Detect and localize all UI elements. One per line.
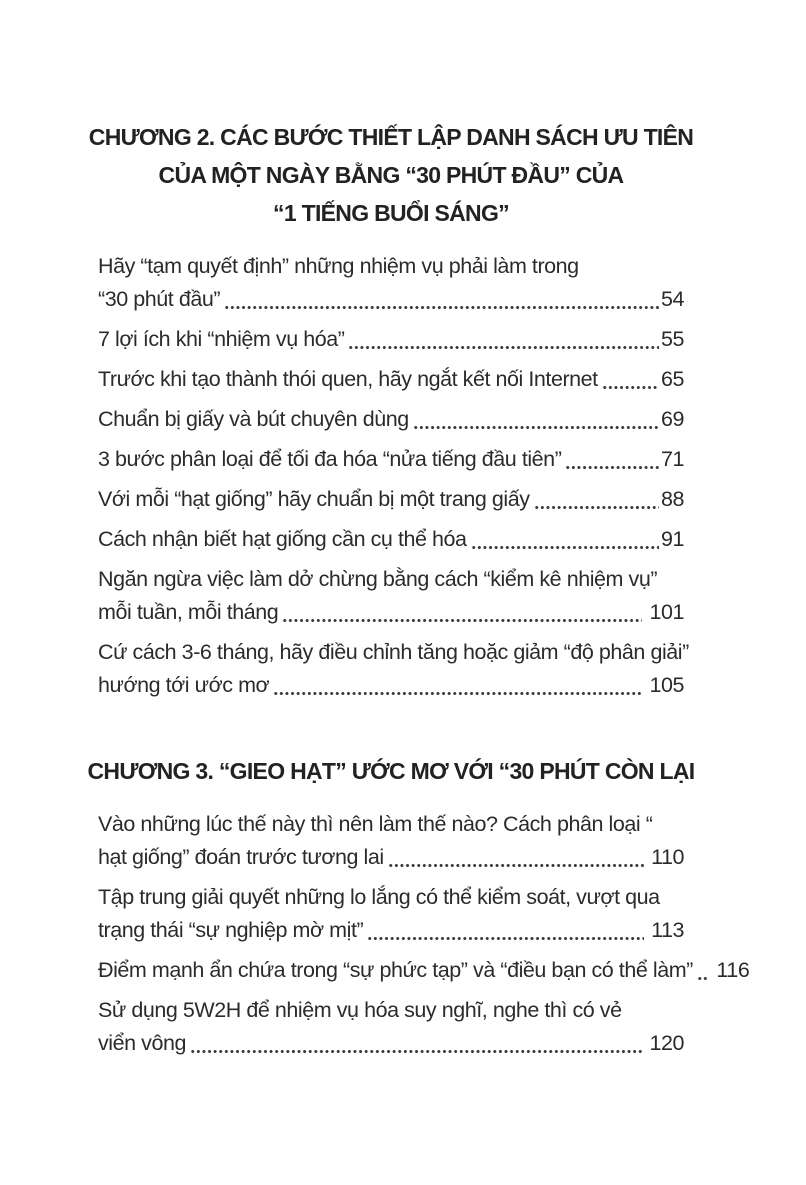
- toc-entry: [98, 323, 684, 356]
- toc-entry-row: [98, 841, 684, 874]
- toc-entry-text: mỗi tuần, mỗi tháng: [98, 600, 279, 624]
- toc-entry: [98, 483, 684, 516]
- toc-entry-row: [98, 914, 684, 947]
- chapter-heading-line: “1 TIẾNG BUỔI SÁNG”: [273, 200, 509, 226]
- toc-entry-row: [98, 323, 684, 356]
- toc-entry-text: hạt giống” đoán trước tương lai: [98, 845, 384, 869]
- dot-leader: [534, 504, 659, 511]
- page-number: 116: [710, 958, 750, 982]
- toc-entry: [98, 250, 684, 316]
- dot-leader: [224, 304, 659, 311]
- toc-entry-text: Điểm mạnh ẩn chứa trong “sự phức tạp” và “điều bạn có thể làm”: [98, 958, 693, 982]
- toc-entry-text: hướng tới ước mơ: [98, 673, 270, 697]
- page-number: 91: [660, 527, 684, 551]
- dot-leader: [282, 617, 642, 624]
- dot-leader: [190, 1048, 642, 1055]
- chapter-heading-line: CỦA MỘT NGÀY BẰNG “30 PHÚT ĐẦU” CỦA: [158, 162, 624, 188]
- page-number: 120: [643, 1031, 684, 1055]
- toc-entry-row: [98, 283, 684, 316]
- toc-entry-text: Cách nhận biết hạt giống cần cụ thể hóa: [98, 527, 467, 551]
- toc-entry: [98, 523, 684, 556]
- toc-entry: [98, 954, 750, 987]
- dot-leader: [413, 424, 659, 431]
- toc-entry-text: Trước khi tạo thành thói quen, hãy ngắt kết nối Internet: [98, 367, 598, 391]
- chapter-section: [88, 118, 694, 702]
- toc-entry-row: [98, 954, 750, 987]
- page-number: 69: [660, 407, 684, 431]
- page-number: 110: [645, 845, 684, 869]
- toc-list: [98, 808, 750, 1060]
- toc-entry-text: “30 phút đầu”: [98, 287, 221, 311]
- page-number: 65: [660, 367, 684, 391]
- dot-leader: [348, 344, 659, 351]
- dot-leader: [602, 384, 659, 391]
- toc-entry: [98, 363, 684, 396]
- toc-entry-text: Hãy “tạm quyết định” những nhiệm vụ phải làm trong: [98, 254, 579, 278]
- toc-entry-text: Sử dụng 5W2H để nhiệm vụ hóa suy nghĩ, nghe thì có vẻ: [98, 998, 622, 1022]
- toc-entry: [98, 636, 689, 702]
- toc-entry-text: Vào những lúc thế này thì nên làm thế nào? Cách phân loại “: [98, 812, 653, 836]
- toc-entry-row: [98, 363, 684, 396]
- chapter-heading: [64, 752, 718, 790]
- toc-entry: [98, 403, 684, 436]
- chapter-heading-line: CHƯƠNG 3. “GIEO HẠT” ƯỚC MƠ VỚI “30 PHÚT CÒN LẠI: [87, 758, 695, 784]
- dot-leader: [273, 690, 642, 697]
- toc-entry-row: [98, 523, 684, 556]
- page-number: 71: [660, 447, 684, 471]
- toc-entry-text: Chuẩn bị giấy và bút chuyên dùng: [98, 407, 409, 431]
- toc-list: [98, 250, 689, 702]
- toc-entry-row: [98, 403, 684, 436]
- toc-entry-text: Với mỗi “hạt giống” hãy chuẩn bị một trang giấy: [98, 487, 530, 511]
- dot-leader: [471, 544, 659, 551]
- page-number: 101: [643, 600, 684, 624]
- toc-entry-row: [98, 483, 684, 516]
- toc-entry-text: Cứ cách 3-6 tháng, hãy điều chỉnh tăng hoặc giảm “độ phân giải”: [98, 640, 689, 664]
- toc-entry-text: viển vông: [98, 1031, 186, 1055]
- dot-leader: [367, 935, 643, 942]
- chapter-heading-line: CHƯƠNG 2. CÁC BƯỚC THIẾT LẬP DANH SÁCH ƯU TIÊN: [88, 124, 694, 150]
- page-number: 54: [660, 287, 684, 311]
- dot-leader: [697, 975, 709, 982]
- toc-entry-row: [98, 596, 684, 629]
- chapter-section: [87, 752, 750, 1060]
- toc-entry-row: [98, 669, 684, 702]
- toc-entry-row: [98, 1027, 684, 1060]
- dot-leader: [565, 464, 659, 471]
- dot-leader: [388, 862, 644, 869]
- toc-entry-text: Ngăn ngừa việc làm dở chừng bằng cách “kiểm kê nhiệm vụ”: [98, 567, 658, 591]
- toc-entry-text: 3 bước phân loại để tối đa hóa “nửa tiếng đầu tiên”: [98, 447, 562, 471]
- page-number: 105: [643, 673, 684, 697]
- toc-entry-text: Tập trung giải quyết những lo lắng có thể kiểm soát, vượt qua: [98, 885, 660, 909]
- toc-entry: [98, 808, 684, 874]
- toc-entry: [98, 881, 684, 947]
- chapter-heading: [64, 118, 718, 232]
- toc-entry: [98, 994, 684, 1060]
- page-number: 88: [660, 487, 684, 511]
- toc-entry: [98, 563, 684, 629]
- toc-entry-text: 7 lợi ích khi “nhiệm vụ hóa”: [98, 327, 345, 351]
- page-number: 55: [660, 327, 684, 351]
- toc-entry: [98, 443, 684, 476]
- toc-entry-row: [98, 443, 684, 476]
- toc-entry-text: trạng thái “sự nghiệp mờ mịt”: [98, 918, 364, 942]
- page-number: 113: [645, 918, 684, 942]
